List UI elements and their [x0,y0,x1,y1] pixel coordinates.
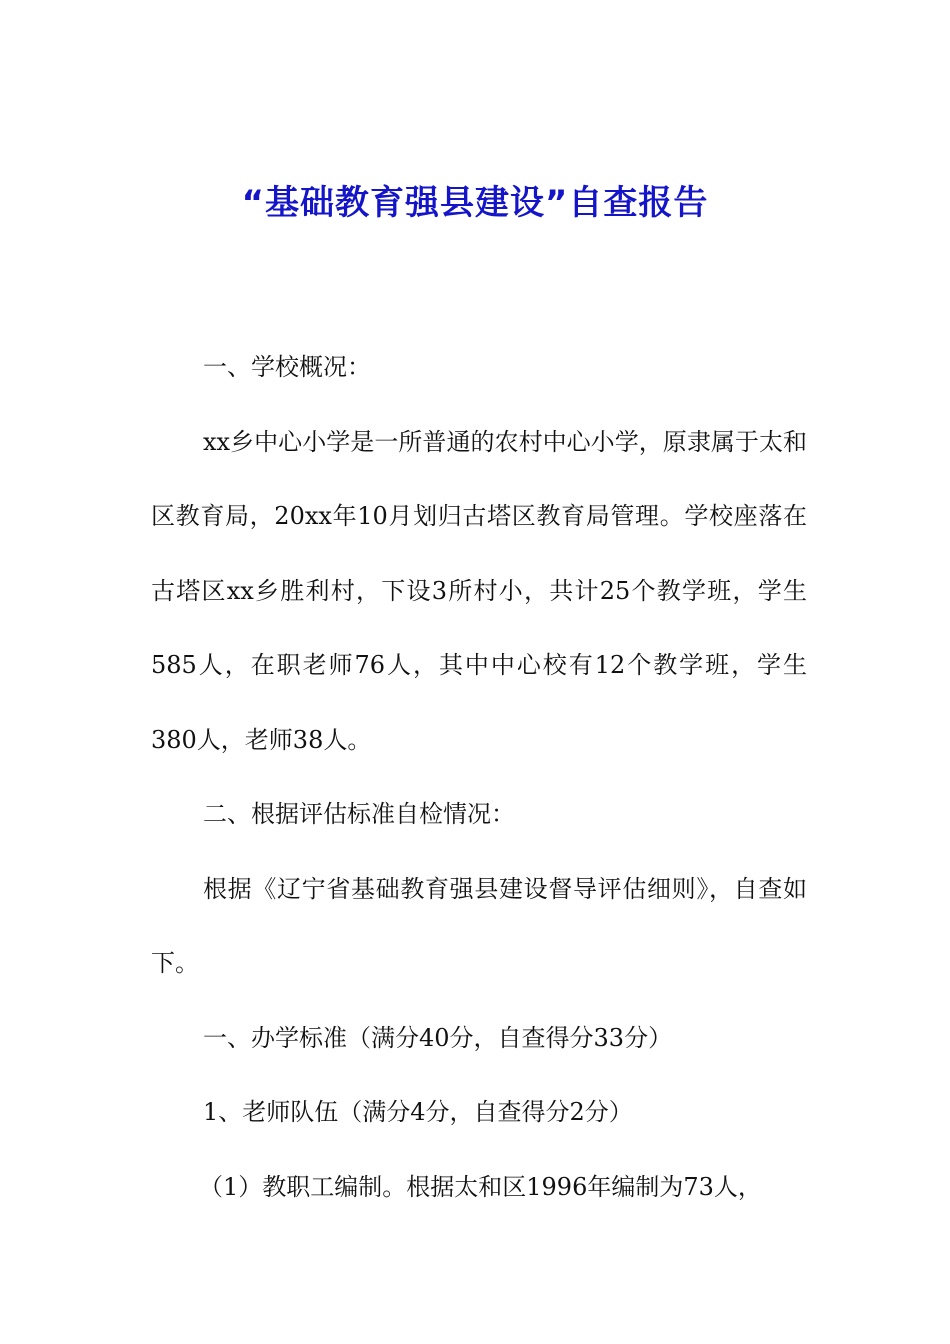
section-heading-self-check: 二、根据评估标准自检情况： [203,800,515,828]
section-heading-school-standards: 一、办学标准（满分40分，自查得分33分） [203,1023,673,1052]
paragraph-staff-quota: （1）教职工编制。根据太和区1996年编制为73人， [199,1172,762,1201]
document-body [151,330,807,1224]
subsection-heading-teacher-team: 1、老师队伍（满分4分，自查得分2分） [203,1098,633,1126]
document-title: “基础教育强县建设”自查报告 [241,183,709,223]
paragraph-school-description: xx乡中心小学是一所普通的农村中心小学，原隶属于太和区教育局，20xx年10月划归古塔区教育局管理。学校座落在古塔区xx乡胜利村，下设3所村小，共计25个教学班，学生585人，在职老师76人，其中中心校有12个教学班，学生380人，老师38人。 [151,427,807,754]
section-heading-school-overview: 一、学校概况： [203,353,371,381]
paragraph-evaluation-basis: 根据《辽宁省基础教育强县建设督导评估细则》，自查如下。 [151,874,807,977]
